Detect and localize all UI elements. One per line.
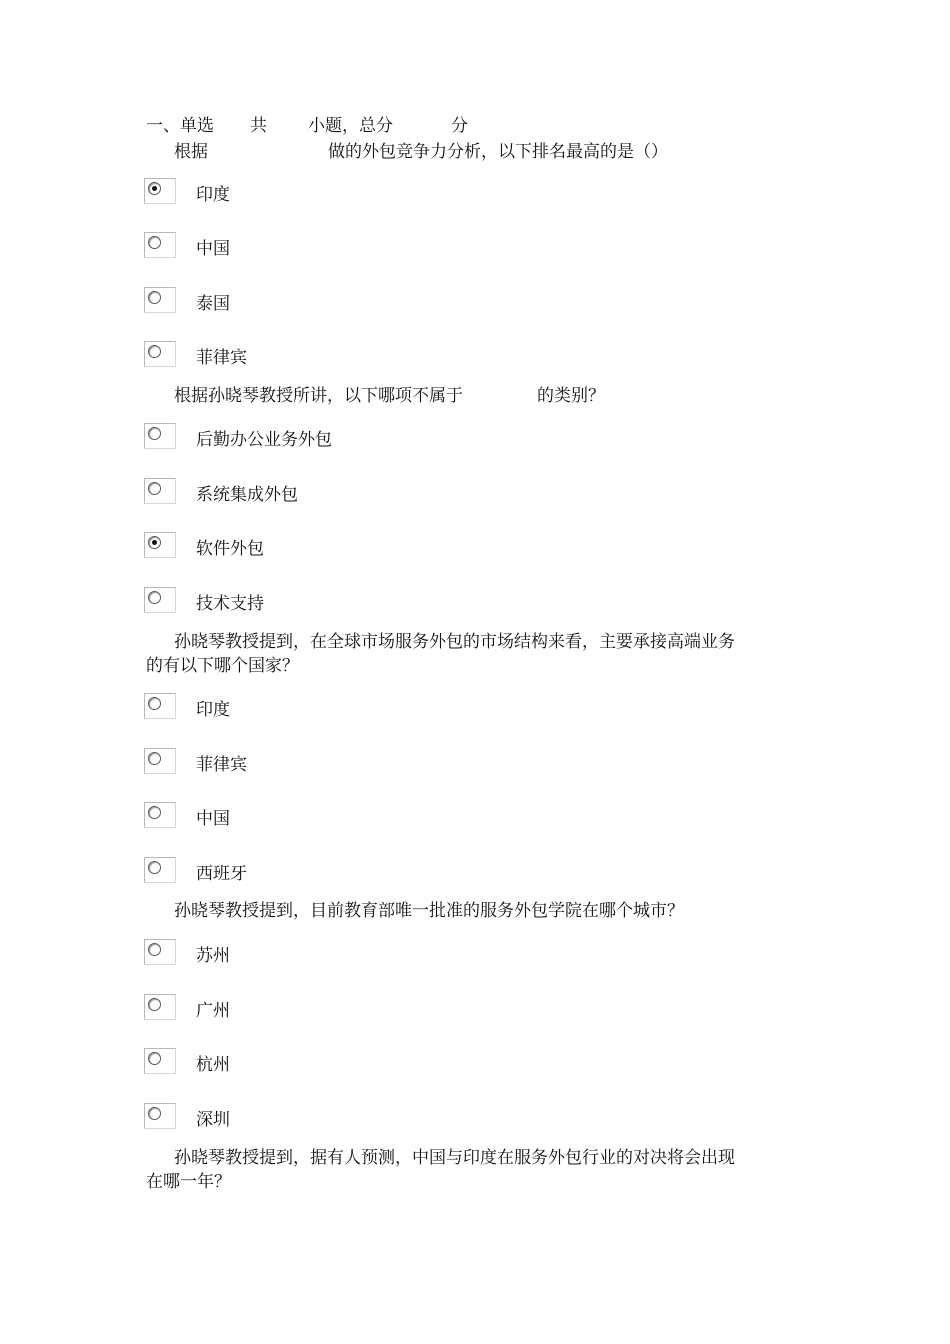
q4-option-1-label: 苏州 [196,946,230,966]
radio-button-icon [148,861,161,874]
radio-button-icon [148,536,161,549]
question-3-line-1: 孙晓琴教授提到，在全球市场服务外包的市场结构来看，主要承接高端业务 [174,632,735,652]
q2-option-3-radio[interactable] [144,532,176,558]
question-3-line-2: 的有以下哪个国家？ [146,656,299,676]
q3-option-4-radio[interactable] [144,857,176,883]
q2-option-1-label: 后勤办公业务外包 [196,430,332,450]
q1-option-1-label: 印度 [196,185,230,205]
q3-option-3-label: 中国 [196,809,230,829]
q1-option-3-label: 泰国 [196,294,230,314]
question-5-line-2: 在哪一年？ [146,1172,231,1192]
q4-option-3-label: 杭州 [196,1055,230,1075]
radio-button-icon [148,482,161,495]
q2-option-4-radio[interactable] [144,587,176,613]
q1-option-1-radio[interactable] [144,178,176,204]
radio-button-icon [148,291,161,304]
question-2-text-start: 根据孙晓琴教授所讲，以下哪项不属于 [174,386,463,406]
q1-option-2-radio[interactable] [144,232,176,258]
q4-option-4-radio[interactable] [144,1103,176,1129]
radio-button-icon [148,998,161,1011]
q1-option-3-radio[interactable] [144,287,176,313]
question-3-text [146,630,826,678]
question-2-text-end: 的类别？ [537,386,605,406]
radio-button-icon [148,943,161,956]
radio-button-icon [148,1107,161,1120]
question-1-text-end: 做的外包竞争力分析，以下排名最高的是（） [328,142,668,162]
q3-option-2-radio[interactable] [144,748,176,774]
radio-button-icon [148,345,161,358]
q3-option-1-radio[interactable] [144,693,176,719]
q4-option-1-radio[interactable] [144,939,176,965]
q4-option-3-radio[interactable] [144,1048,176,1074]
q1-option-4-radio[interactable] [144,341,176,367]
section-title-part-3: 小题，总分 [308,116,393,136]
radio-button-icon [148,236,161,249]
radio-button-icon [148,1052,161,1065]
q1-option-2-label: 中国 [196,239,230,259]
question-1-text-start: 根据 [174,142,208,162]
q3-option-4-label: 西班牙 [196,864,247,884]
q4-option-2-label: 广州 [196,1001,230,1021]
radio-button-icon [148,427,161,440]
question-5-line-1: 孙晓琴教授提到，据有人预测，中国与印度在服务外包行业的对决将会出现 [174,1148,735,1168]
radio-button-icon [148,806,161,819]
section-title-part-4: 分 [451,116,468,136]
radio-selected-dot [152,540,157,545]
q3-option-3-radio[interactable] [144,802,176,828]
q2-option-3-label: 软件外包 [196,539,264,559]
radio-button-icon [148,697,161,710]
radio-button-icon [148,182,161,195]
q1-option-4-label: 菲律宾 [196,348,247,368]
radio-button-icon [148,591,161,604]
radio-selected-dot [152,186,157,191]
section-title-part-1: 一、单选 [146,116,214,136]
q3-option-1-label: 印度 [196,700,230,720]
question-5-text [146,1146,826,1194]
q3-option-2-label: 菲律宾 [196,755,247,775]
radio-button-icon [148,752,161,765]
question-4-text: 孙晓琴教授提到，目前教育部唯一批准的服务外包学院在哪个城市？ [174,901,684,921]
q4-option-4-label: 深圳 [196,1110,230,1130]
section-title [0,115,950,137]
q2-option-1-radio[interactable] [144,423,176,449]
q2-option-4-label: 技术支持 [196,594,264,614]
section-title-part-2: 共 [250,116,267,136]
q2-option-2-label: 系统集成外包 [196,485,298,505]
q4-option-2-radio[interactable] [144,994,176,1020]
q2-option-2-radio[interactable] [144,478,176,504]
